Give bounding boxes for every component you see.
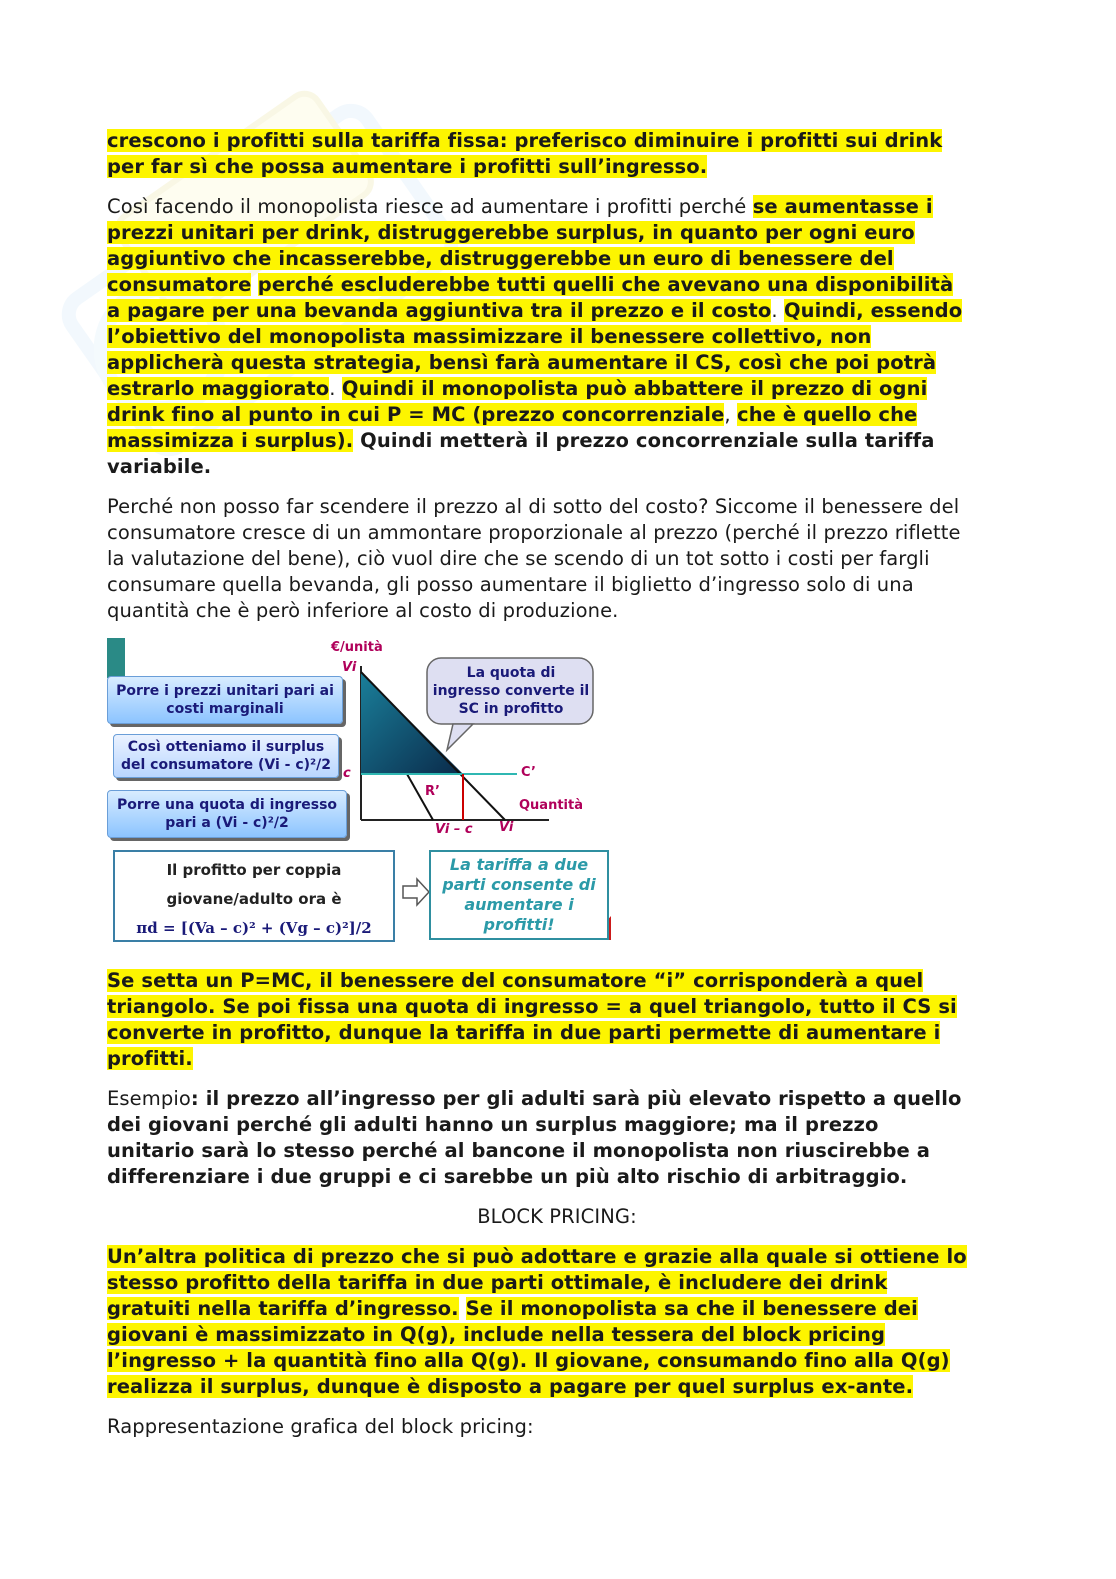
paragraph-1: crescono i profitti sulla tariffa fissa: preferisco diminuire i profitti sui drink per far sì che possa aumentare i profitti sull’ingresso. [107,129,943,178]
vi-minus-c-label: Vi – c [435,822,473,837]
slide-accent [107,638,125,678]
section-heading: BLOCK PRICING: [477,1205,637,1228]
two-part-tariff-figure [107,638,617,950]
mr-curve-label: R’ [425,784,440,799]
arrow-icon [403,879,429,905]
vi-x-label: Vi [499,820,514,835]
box-entry-fee: Porre una quota di ingresso pari a (Vi - c)²/2 [107,790,347,838]
quantity-label: Quantità [519,798,583,813]
paragraph-5: Esempio: il prezzo all’ingresso per gli adulti sarà più elevato rispetto a quello dei giovani perché gli adulti hanno un surplus maggiore; ma il prezzo unitario sarà lo stesso perché al bancone il monopolista non riuscirebbe a differenziare i due gruppi e ci sarebbe un più alto rischio di arbitraggio. [107,1087,962,1188]
document-page [107,128,1007,1454]
paragraph-2: Così facendo il monopolista riesce ad aumentare i profitti perché se aumentasse i prezzi unitari per drink, distruggerebbe surplus, in quanto per ogni euro aggiuntivo che incasserebbe, distruggerebbe un euro di benessere del consumatore perché escluderebbe tutti quelli che avevano una disponibilità a pagare per una bevanda aggiuntiva tra il prezzo e il costo. Quindi, essendo l’obiettivo del monopolista massimizzare il benessere collettivo, non applicherà questa strategia, bensì farà aumentare il CS, così che poi potrà estrarlo maggiorato. Quindi il monopolista può abbattere il prezzo di ogni drink fino al punto in cui P = MC (prezzo concorrenziale, che è quello che massimizza i surplus). Quindi metterà il prezzo concorrenziale sulla tariffa variabile. [107,195,963,478]
paragraph-3: Perché non posso far scendere il prezzo al di sotto del costo? Siccome il benessere del consumatore cresce di un ammontare proporzionale al prezzo (perché il prezzo riflette la valutazione del bene), ciò vuol dire che se scendo di un tot sotto i costi per fargli consumare quella bevanda, gli posso aumentare il biglietto d’ingresso solo di una quantità che è però inferiore al costo di produzione. [107,495,961,622]
cost-curve-label: C’ [521,765,536,780]
c-label: c [343,766,351,781]
paragraph-4: Se setta un P=MC, il benessere del consumatore “i” corrisponderà a quel triangolo. Se poi fissa una quota di ingresso = a quel triangolo, tutto il CS si converte in profitto, dunque la tariffa in due parti permette di aumentare i profitti. [107,969,957,1070]
bubble-tail [447,724,473,750]
conclusion-box: La tariffa a due parti consente di aumentare i profitti! [429,850,609,940]
box-consumer-surplus: Così otteniamo il surplus del consumatore (Vi - c)²/2 [113,734,339,778]
paragraph-7: Rappresentazione grafica del block pricing: [107,1415,534,1438]
paragraph-6: Un’altra politica di prezzo che si può adottare e grazie alla quale si ottiene lo stesso profitto della tariffa in due parti ottimale, è includere dei drink gratuiti nella tariffa d’ingresso. Se il monopolista sa che il benessere dei giovani è massimizzato in Q(g), include nella tessera del block pricing l’ingresso + la quantità fino alla Q(g). Il giovane, consumando fino alla Q(g) realizza il surplus, dunque è disposto a pagare per quel surplus ex-ante. [107,1245,967,1398]
profit-formula: πd = [(Va – c)² + (Vg – c)²]/2 [136,919,372,937]
box-unit-prices: Porre i prezzi unitari pari ai costi marginali [107,676,343,724]
profit-box: Il profitto per coppia giovane/adulto ora è πd = [(Va – c)² + (Vg – c)²]/2 [113,850,395,942]
vi-label: Vi [342,660,357,675]
y-axis-label: €/unità [331,640,383,655]
bubble-text: La quota di ingresso converte il SC in profitto [432,665,590,717]
